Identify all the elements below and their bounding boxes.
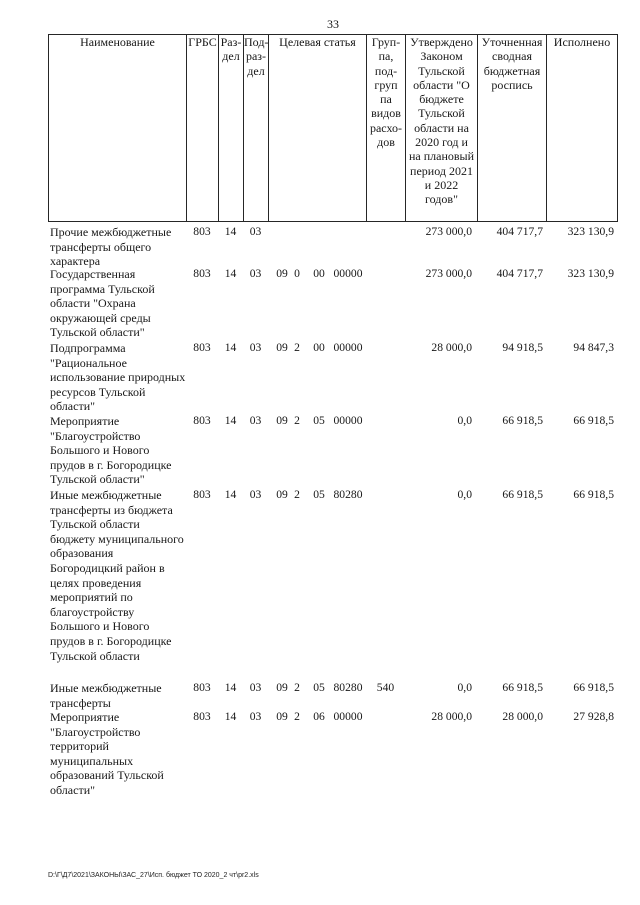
row-approved-amount: 28 000,0 <box>431 710 472 723</box>
row-target-program: 09 <box>276 488 288 501</box>
row-subsection: 03 <box>249 681 262 694</box>
row-target-subprogram: 0 <box>294 267 300 280</box>
row-executed-amount: 323 130,9 <box>567 225 614 238</box>
row-name: Мероприятие "Благоустройство территорий муниципальных образований Тульской области" <box>50 710 164 797</box>
row-subsection: 03 <box>249 225 262 238</box>
row-name: Государственная программа Тульской области "Охрана окружающей среды Тульской области" <box>50 267 155 340</box>
row-grbs: 803 <box>193 225 211 238</box>
row-section: 14 <box>224 225 237 238</box>
row-target-subprogram: 2 <box>294 488 300 501</box>
row-section: 14 <box>224 341 237 354</box>
header-target-article: Целевая статья <box>268 35 366 221</box>
row-target-program: 09 <box>276 341 288 354</box>
row-executed-amount: 66 918,5 <box>573 488 614 501</box>
row-expense-group: 540 <box>376 681 395 694</box>
header-expense-group: Груп- па, под- груп па видов расхо- дов <box>366 35 405 221</box>
row-name: Иные межбюджетные трансферты из бюджета Тульской области бюджету муниципального образования Богородицкий район в целях проведения мероприятий по благоустройству Большого и Нового прудов в г. Богородицке Тульской области <box>50 488 184 663</box>
row-approved-amount: 0,0 <box>457 414 472 427</box>
row-name: Иные межбюджетные трансферты <box>50 681 162 710</box>
row-target-event: 00 <box>313 267 325 280</box>
header-grbs: ГРБС <box>186 35 218 221</box>
row-executed-amount: 323 130,9 <box>567 267 614 280</box>
header-approved: Утверждено Законом Тульской области "О бюджете Тульской области на 2020 год и на плановый период 2021 и 2022 годов" <box>405 35 477 221</box>
row-target-subprogram: 2 <box>294 341 300 354</box>
row-approved-amount: 273 000,0 <box>425 225 472 238</box>
row-subsection: 03 <box>249 488 262 501</box>
header-executed: Исполнено <box>546 35 617 221</box>
row-target-direction: 00000 <box>333 710 363 723</box>
header-subsection: Под- раз- дел <box>243 35 268 221</box>
row-target-program: 09 <box>276 267 288 280</box>
row-target-event: 05 <box>313 414 325 427</box>
row-approved-amount: 273 000,0 <box>425 267 472 280</box>
row-target-subprogram: 2 <box>294 710 300 723</box>
row-executed-amount: 66 918,5 <box>573 414 614 427</box>
row-target-direction: 80280 <box>333 488 363 501</box>
row-target-event: 05 <box>313 488 325 501</box>
header-section: Раз- дел <box>218 35 243 221</box>
row-grbs: 803 <box>193 414 211 427</box>
row-executed-amount: 66 918,5 <box>573 681 614 694</box>
row-target-subprogram: 2 <box>294 414 300 427</box>
row-section: 14 <box>224 267 237 280</box>
row-target-event: 05 <box>313 681 325 694</box>
row-refined-amount: 404 717,7 <box>496 267 543 280</box>
row-subsection: 03 <box>249 414 262 427</box>
table-header <box>48 34 618 222</box>
row-target-direction: 00000 <box>333 341 363 354</box>
row-name: Прочие межбюджетные трансферты общего характера <box>50 225 172 269</box>
row-target-event: 00 <box>313 341 325 354</box>
row-target-program: 09 <box>276 681 288 694</box>
row-approved-amount: 28 000,0 <box>431 341 472 354</box>
row-grbs: 803 <box>193 341 211 354</box>
row-target-direction: 00000 <box>333 267 363 280</box>
row-executed-amount: 27 928,8 <box>573 710 614 723</box>
row-target-program: 09 <box>276 414 288 427</box>
row-section: 14 <box>224 681 237 694</box>
row-name: Мероприятие "Благоустройство Большого и Нового прудов в г. Богородицке Тульской области" <box>50 414 172 487</box>
row-refined-amount: 66 918,5 <box>502 681 543 694</box>
header-name: Наименование <box>80 35 155 49</box>
row-grbs: 803 <box>193 488 211 501</box>
row-name: Подпрограмма "Рациональное использование природных ресурсов Тульской области" <box>50 341 186 414</box>
row-section: 14 <box>224 488 237 501</box>
row-target-program: 09 <box>276 710 288 723</box>
row-target-direction: 00000 <box>333 414 363 427</box>
page-number: 33 <box>327 17 339 31</box>
row-refined-amount: 404 717,7 <box>496 225 543 238</box>
row-target-direction: 80280 <box>333 681 363 694</box>
row-target-event: 06 <box>313 710 325 723</box>
footer-file-path: D:\Г\Д7\2021\ЗАКОНЫ\ЗАС_27\Исп. бюджет ТО 2020_2 чт\pr2.xls <box>48 872 259 879</box>
row-refined-amount: 28 000,0 <box>502 710 543 723</box>
row-section: 14 <box>224 414 237 427</box>
row-grbs: 803 <box>193 710 211 723</box>
row-grbs: 803 <box>193 681 211 694</box>
row-refined-amount: 66 918,5 <box>502 414 543 427</box>
row-section: 14 <box>224 710 237 723</box>
row-executed-amount: 94 847,3 <box>573 341 614 354</box>
row-grbs: 803 <box>193 267 211 280</box>
row-subsection: 03 <box>249 710 262 723</box>
row-approved-amount: 0,0 <box>457 681 472 694</box>
row-subsection: 03 <box>249 341 262 354</box>
row-target-subprogram: 2 <box>294 681 300 694</box>
header-refined: Уточненная сводная бюджетная роспись <box>477 35 546 221</box>
row-refined-amount: 94 918,5 <box>502 341 543 354</box>
row-subsection: 03 <box>249 267 262 280</box>
row-refined-amount: 66 918,5 <box>502 488 543 501</box>
row-approved-amount: 0,0 <box>457 488 472 501</box>
